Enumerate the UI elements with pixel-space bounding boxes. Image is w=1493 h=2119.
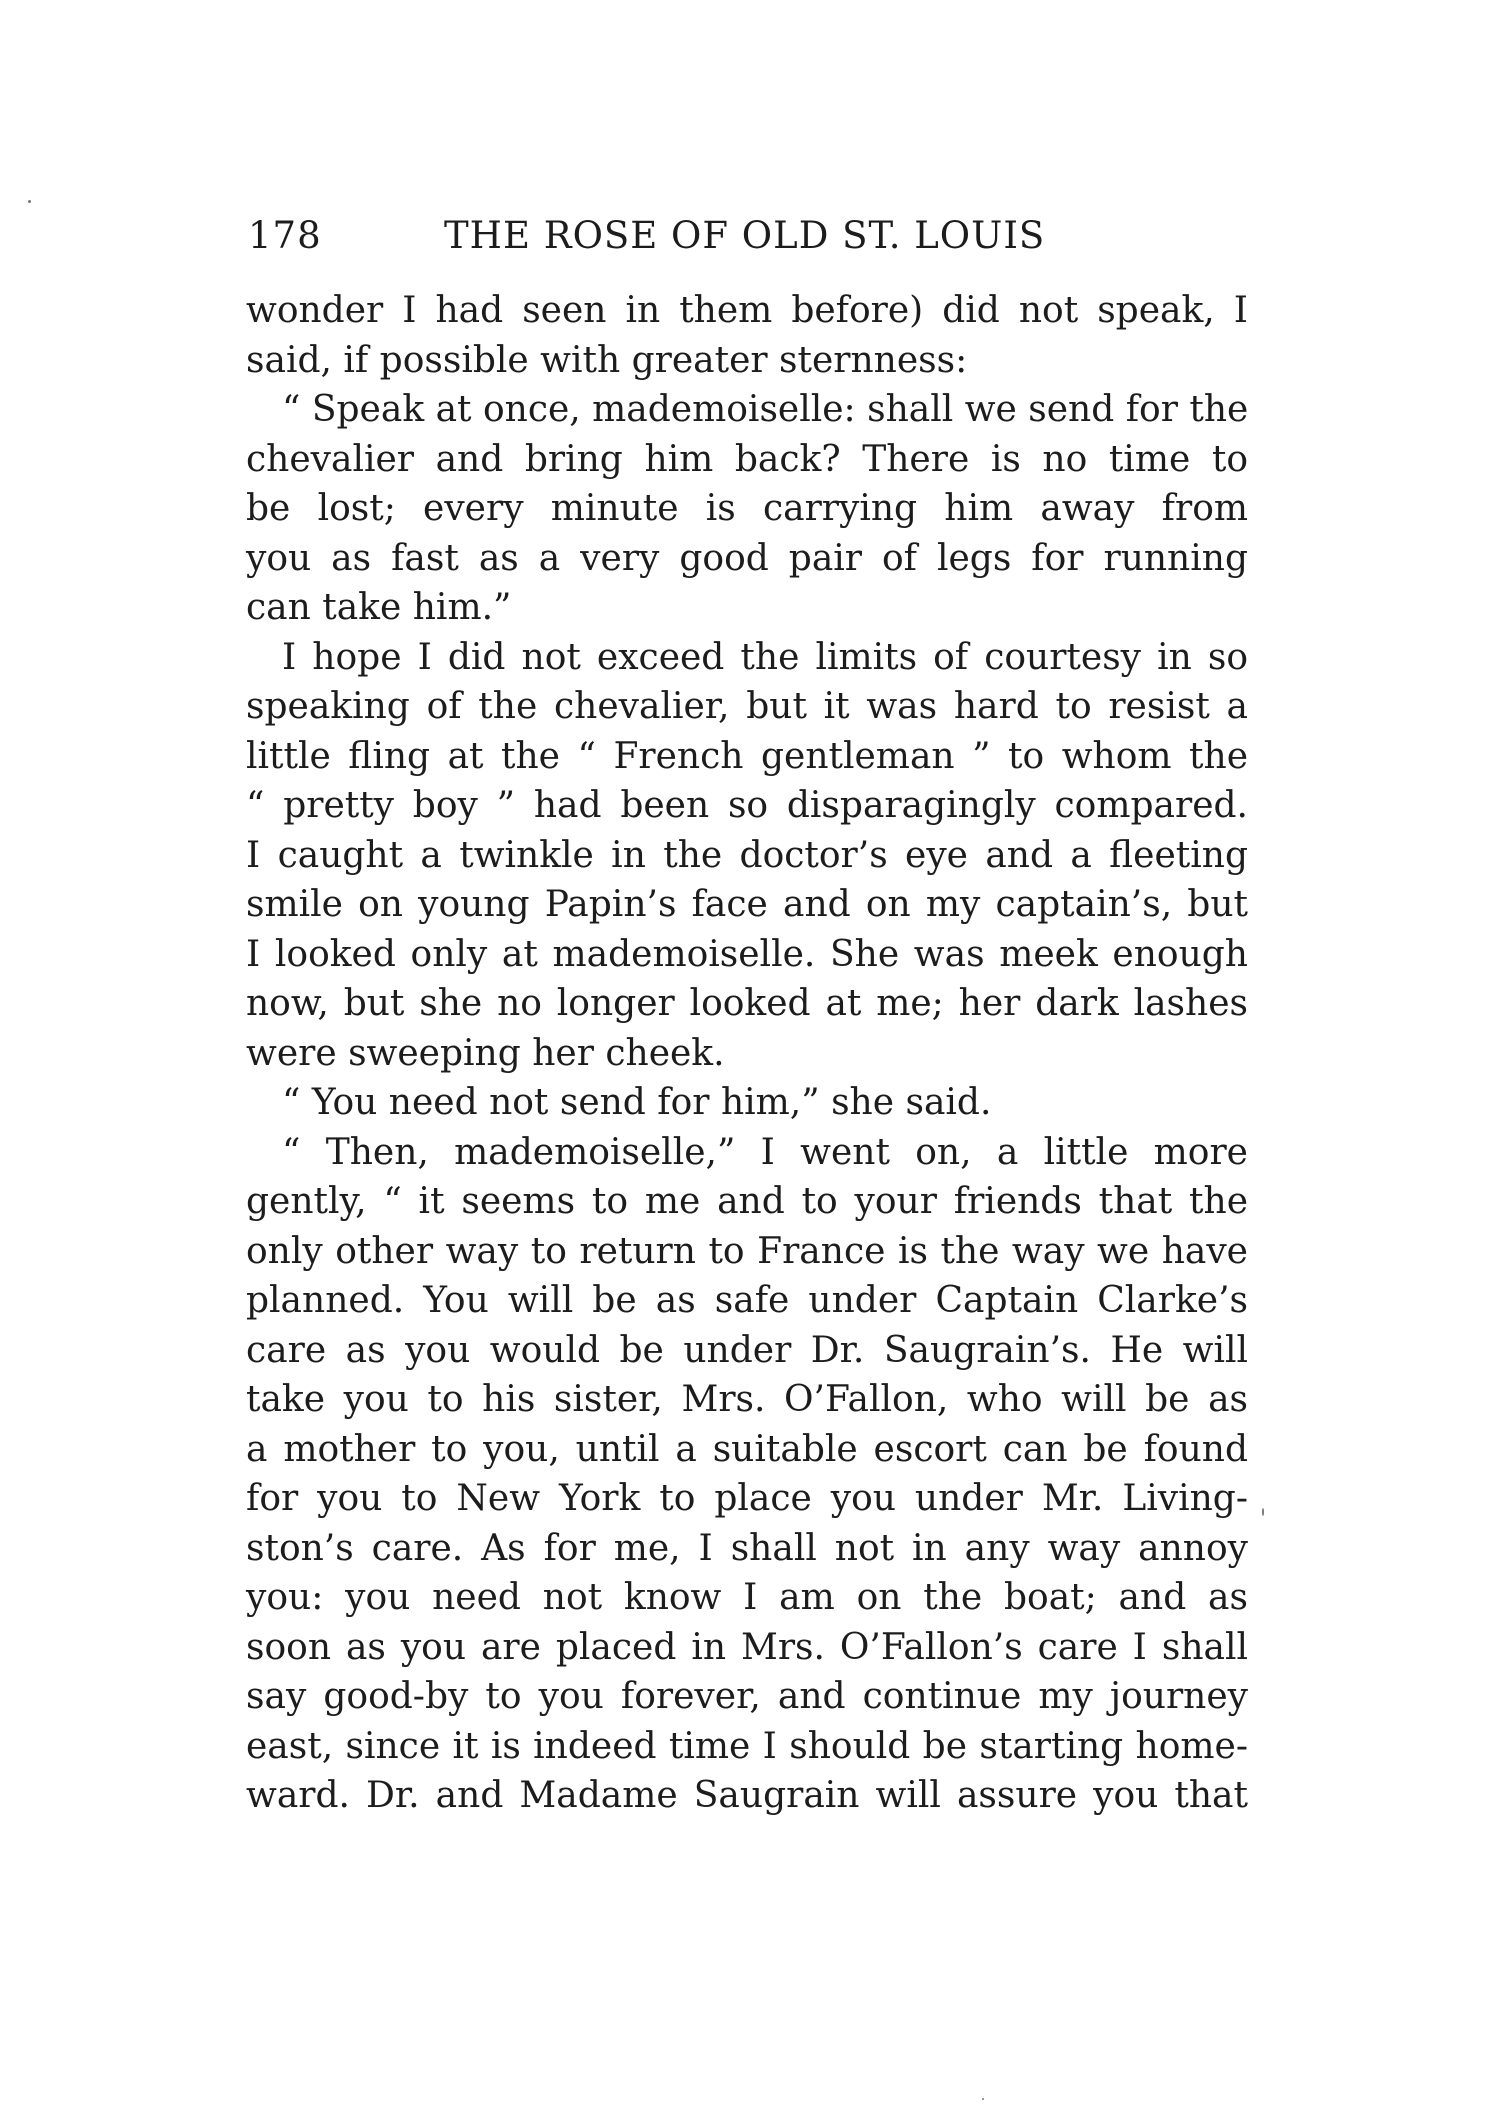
body-text [246,286,1248,1821]
text-line: say good-by to you forever, and continue my journey [246,1676,1248,1717]
text-line: now, but she no longer looked at me; her dark lashes [246,983,1248,1024]
text-line: you: you need not know I am on the boat; and as [246,1577,1248,1618]
text-line: only other way to return to France is the way we have [246,1230,1248,1272]
scan-speck [28,200,31,203]
text-line: I hope I did not exceed the limits of courtesy in so [282,636,1248,678]
text-line: “ Speak at once, mademoiselle: shall we send for the [282,389,1249,430]
text-line: wonder I had seen in them before) did not speak, I [246,290,1248,331]
text-line: take you to his sister, Mrs. O’Fallon, who will be as [246,1379,1248,1420]
text-line: speaking of the chevalier, but it was hard to resist a [246,686,1248,727]
text-line: smile on young Papin’s face and on my captain’s, but [246,884,1248,925]
text-line: be lost; every minute is carrying him away from [246,488,1248,529]
page-number: 178 [248,214,322,257]
text-line: you as fast as a very good pair of legs for running [246,537,1248,579]
scan-speck [982,2098,984,2100]
text-line: were sweeping her cheek. [246,1032,725,1074]
text-line: “ pretty boy ” had been so disparagingly compared. [246,785,1248,826]
text-line: for you to New York to place you under Mr. Living- [246,1478,1248,1519]
page-header [248,206,1248,266]
text-line: little fling at the “ French gentleman ” to whom the [246,735,1248,777]
running-title: THE ROSE OF OLD ST. LOUIS [444,214,1046,257]
text-line: soon as you are placed in Mrs. O’Fallon’s care I shall [246,1626,1248,1668]
text-line: “ You need not send for him,” she said. [282,1082,992,1123]
text-line: ston’s care. As for me, I shall not in any way annoy [246,1527,1248,1569]
text-line: can take him.” [246,587,512,628]
text-line: ward. Dr. and Madame Saugrain will assure you that [246,1775,1248,1816]
text-line: east, since it is indeed time I should be starting home- [246,1725,1248,1767]
text-line: I looked only at mademoiselle. She was meek enough [246,933,1248,975]
text-line: planned. You will be as safe under Captain Clarke’s [246,1280,1248,1321]
text-line: gently, “ it seems to me and to your friends that the [246,1181,1248,1222]
text-line: said, if possible with greater sternness: [246,339,968,381]
text-line: I caught a twinkle in the doctor’s eye and a fleeting [246,834,1248,876]
text-line: care as you would be under Dr. Saugrain’s. He will [246,1329,1248,1371]
text-line: chevalier and bring him back? There is no time to [246,438,1248,480]
text-line: a mother to you, until a suitable escort can be found [246,1428,1248,1470]
text-line: “ Then, mademoiselle,” I went on, a little more [282,1131,1248,1173]
scan-speck [1262,1508,1264,1516]
